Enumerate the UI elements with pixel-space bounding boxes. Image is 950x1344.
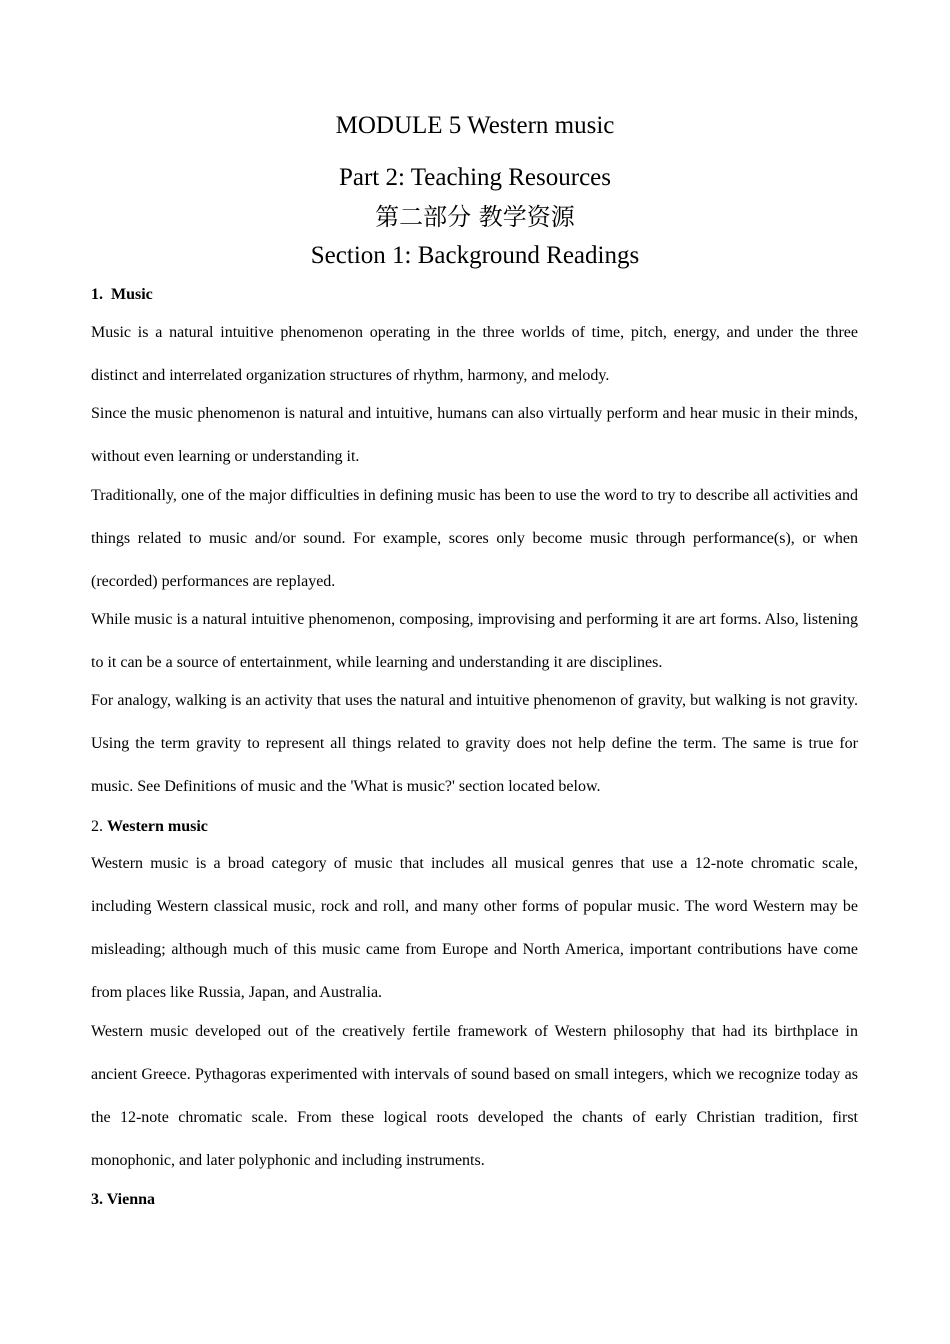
- section-heading-music: [91, 285, 153, 305]
- section-title: Section 1: Background Readings: [310, 242, 640, 269]
- section-heading-western-music: [91, 817, 208, 837]
- section-title-text: Vienna: [106, 1191, 156, 1208]
- section-title-text: Western music: [107, 818, 208, 835]
- section-heading-vienna: [91, 1190, 155, 1210]
- paragraph: While music is a natural intuitive phenomenon, composing, improvising and performing it are art forms. Also, listening to it can be a source of entertainment, while learning and understanding it are disciplines.: [91, 611, 858, 671]
- paragraph: Music is a natural intuitive phenomenon operating in the three worlds of time, pitch, energy, and under the three distinct and interrelated organization structures of rhythm, harmony, and melody.: [91, 324, 858, 384]
- paragraph: For analogy, walking is an activity that uses the natural and intuitive phenomenon of gravity, but walking is not gravity. Using the term gravity to represent all things related to gravity does not help define the term. The same is true for music. See Definitions of music and the 'What is music?' section located below.: [91, 692, 858, 795]
- section-number: 2.: [91, 818, 103, 835]
- part-title: Part 2: Teaching Resources: [338, 164, 612, 191]
- paragraph: Since the music phenomenon is natural and intuitive, humans can also virtually perform and hear music in their minds, without even learning or understanding it.: [91, 405, 858, 465]
- paragraph: Traditionally, one of the major difficulties in defining music has been to use the word to try to describe all activities and things related to music and/or sound. For example, scores only become music through performance(s), or when (recorded) performances are replayed.: [91, 487, 858, 590]
- section-number: 1.: [91, 286, 103, 303]
- section-number: 3.: [91, 1191, 103, 1208]
- part-title-chinese: 第二部分 教学资源: [375, 203, 575, 231]
- paragraph: Western music is a broad category of music that includes all musical genres that use a 12-note chromatic scale, including Western classical music, rock and roll, and many other forms of popular music. The word Western may be misleading; although much of this music came from Europe and North America, important contributions have come from places like Russia, Japan, and Australia.: [91, 855, 858, 1001]
- section-title-text: Music: [111, 286, 153, 303]
- module-title: MODULE 5 Western music: [335, 112, 615, 139]
- paragraph: Western music developed out of the creatively fertile framework of Western philosophy that had its birthplace in ancient Greece. Pythagoras experimented with intervals of sound based on small integers, which we recognize today as the 12-note chromatic scale. From these logical roots developed the chants of early Christian tradition, first monophonic, and later polyphonic and including instruments.: [91, 1023, 858, 1169]
